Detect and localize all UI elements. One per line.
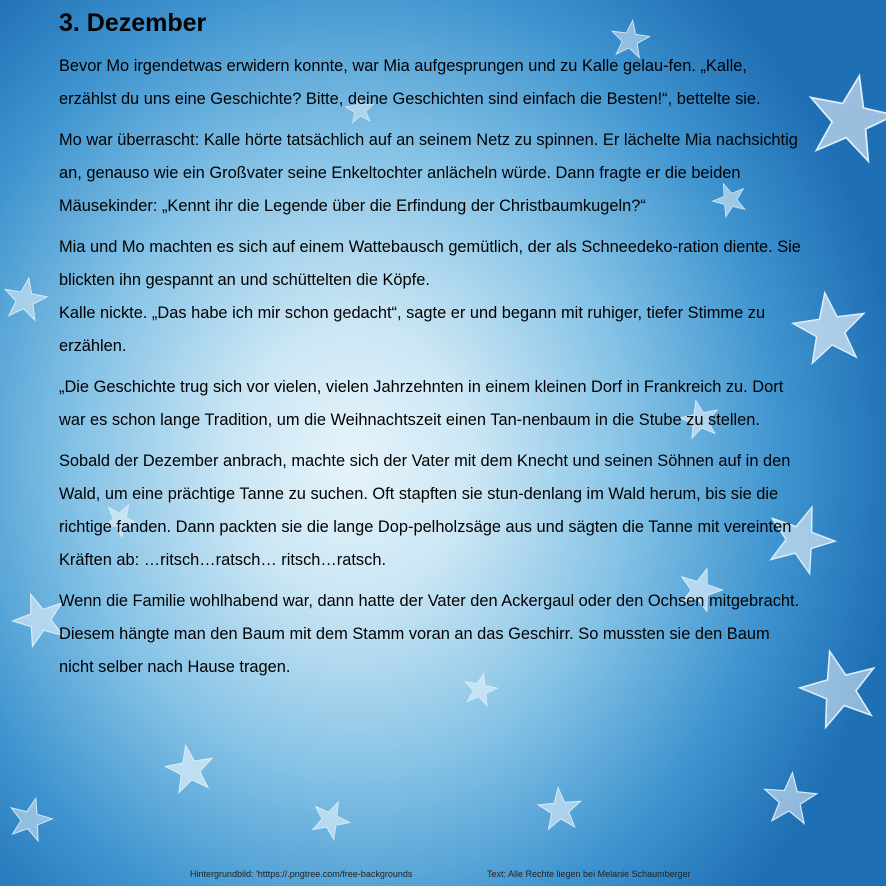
star-icon <box>162 741 217 794</box>
page-content <box>59 4 804 692</box>
text-credit: Text: Alle Rechte liegen bei Melanie Schaumberger <box>487 869 691 879</box>
page-title: 3. Dezember <box>59 9 207 37</box>
star-icon <box>793 642 885 732</box>
star-icon <box>537 786 583 830</box>
background-credit: Hintergrundbild: 'htttps://.pngtree.com/free-backgrounds <box>190 869 413 879</box>
star-icon <box>801 67 886 164</box>
star-icon <box>5 793 57 843</box>
story-paragraph-4: Kalle nickte. „Das habe ich mir schon gedacht“, sagte er und begann mit ruhiger, tiefer Stimme zu erzählen. <box>59 304 766 355</box>
story-paragraph-3: Mia und Mo machten es sich auf einem Wattebausch gemütlich, der als Schneedeko-ration diente. Sie blickten ihn gespannt an und schüttelten die Köpfe. <box>59 238 801 289</box>
story-paragraph-6: Sobald der Dezember anbrach, machte sich der Vater mit dem Knecht und seinen Söhnen auf in den Wald, um eine prächtige Tanne zu suchen. Oft stapften sie stun-denlang im Wald herum, bis sie die richtige fanden. Dann packten sie die lange Dop-pelholzsäge aus und sägten die Tanne mit vereinten Kräften ab: …ritsch…ratsch… ritsch…ratsch. <box>59 452 792 569</box>
story-paragraph-1: Bevor Mo irgendetwas erwidern konnte, war Mia aufgesprungen und zu Kalle gelau-fen. „Kalle, erzählst du uns eine Geschichte? Bitte, deine Geschichten sind einfach die Besten!“, bettelte sie. <box>59 57 761 108</box>
star-icon <box>762 770 818 824</box>
star-icon <box>306 794 356 843</box>
star-icon <box>1 274 50 322</box>
story-paragraph-5: „Die Geschichte trug sich vor vielen, vielen Jahrzehnten in einem kleinen Dorf in Frankreich zu. Dort war es schon lange Tradition, um die Weihnachtszeit einen Tan-nenbaum in die Stube zu stellen. <box>59 378 784 429</box>
story-paragraph-2: Mo war überrascht: Kalle hörte tatsächlich auf an seinem Netz zu spinnen. Er lächelte Mia nachsichtig an, genauso wie ein Großvater seine Enkeltochter anlächeln würde. Dann fragte er die beiden Mäusekinder: „Kennt ihr die Legende über die Erfindung der Christbaumkugeln?“ <box>59 131 798 215</box>
story-paragraph-7: Wenn die Familie wohlhabend war, dann hatte der Vater den Ackergaul oder den Ochsen mitgebracht. Diesem hängte man den Baum mit dem Stamm voran an das Geschirr. So mussten sie den Baum nicht selber nach Hause tragen. <box>59 592 800 676</box>
